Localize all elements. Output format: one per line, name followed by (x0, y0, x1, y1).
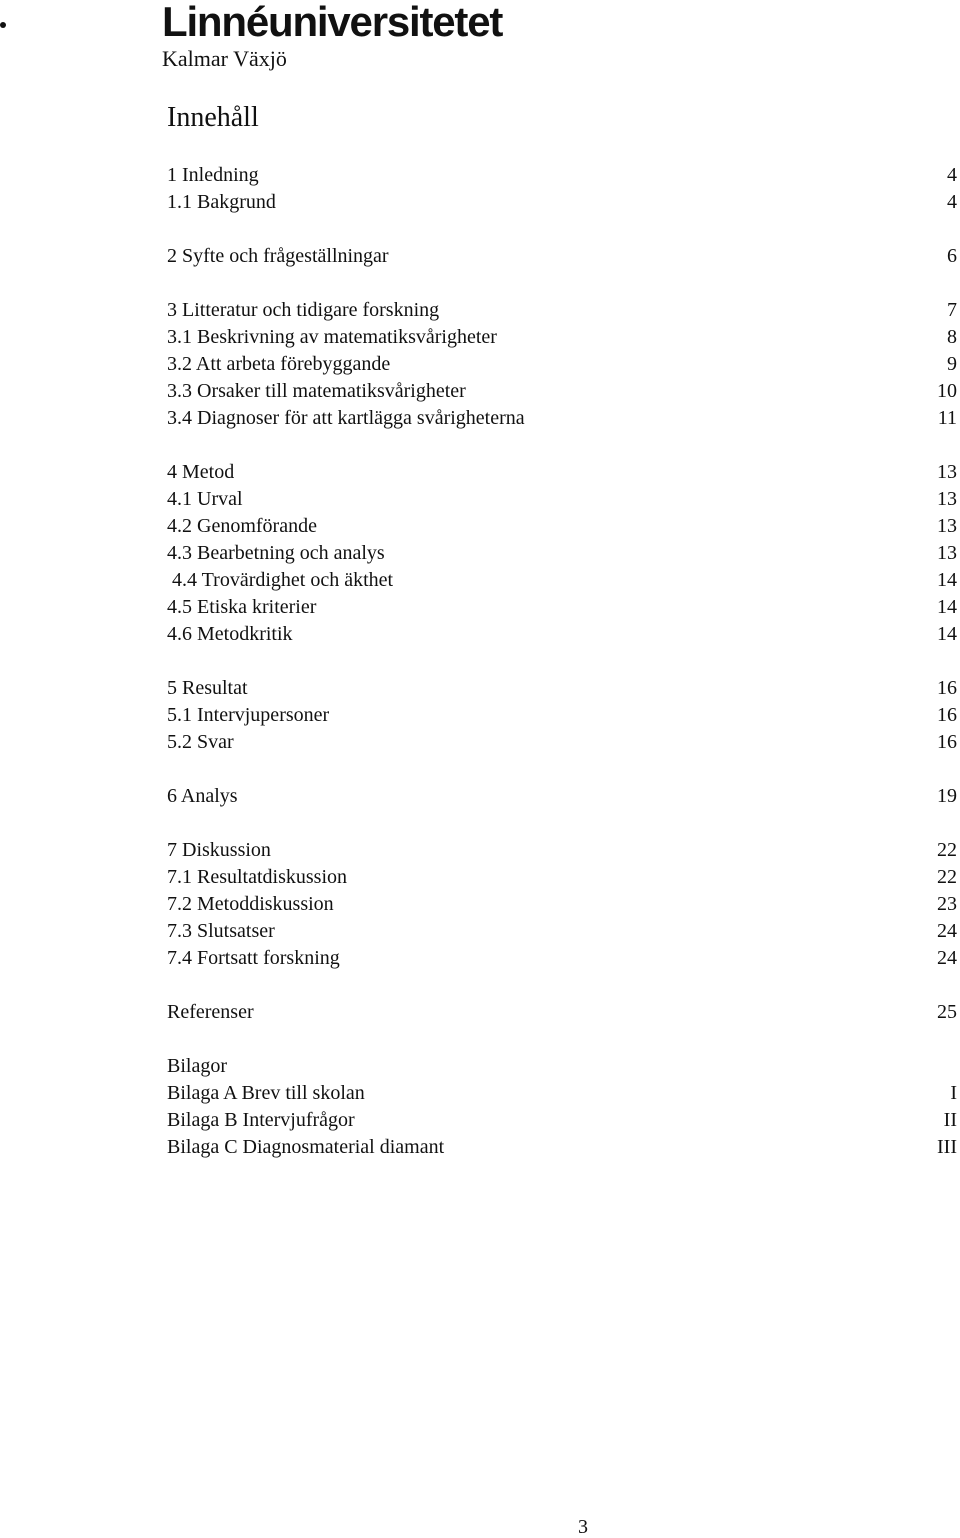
toc-group (167, 162, 957, 216)
toc-entry (167, 729, 957, 756)
toc-entry-label: 4 Metod (167, 461, 235, 483)
toc-entry-label: 4.2 Genomförande (167, 515, 317, 537)
toc-entry (167, 162, 957, 189)
toc-entry-label: 4.4 Trovärdighet och äkthet (167, 569, 394, 591)
toc-entry-label: 3.3 Orsaker till matematiksvårigheter (167, 380, 466, 402)
toc-entry (167, 594, 957, 621)
toc-entry (167, 405, 957, 432)
toc-entry-page: 13 (937, 542, 957, 564)
toc-entry-label: 4.1 Urval (167, 488, 243, 510)
toc-entry (167, 702, 957, 729)
toc-entry (167, 999, 957, 1026)
toc-group (167, 783, 957, 810)
toc-entry-label: 1.1 Bakgrund (167, 191, 276, 213)
toc-group (167, 675, 957, 756)
toc-entry-page: 11 (937, 407, 957, 429)
toc-entry-label: 3.1 Beskrivning av matematiksvårigheter (167, 326, 497, 348)
university-logo (162, 0, 502, 73)
toc-group (167, 297, 957, 432)
toc-entry-page: 6 (947, 245, 957, 267)
toc-entry (167, 351, 957, 378)
toc-entry-page: 13 (937, 515, 957, 537)
toc-entry-page: III (937, 1136, 957, 1158)
toc-entry-page: 16 (937, 731, 957, 753)
toc-group (167, 999, 957, 1026)
toc-entry-label: 1 Inledning (167, 164, 259, 186)
toc-entry (167, 513, 957, 540)
toc-entry (167, 324, 957, 351)
toc-entry-label: 7 Diskussion (167, 839, 271, 861)
toc-entry-label: 4.6 Metodkritik (167, 623, 293, 645)
toc-entry (167, 378, 957, 405)
toc-entry (167, 1053, 957, 1080)
toc-entry-label: 5.1 Intervjupersoner (167, 704, 330, 726)
toc-entry-label: Referenser (167, 1001, 254, 1023)
toc-entry-label: 7.2 Metoddiskussion (167, 893, 334, 915)
toc-entry (167, 567, 957, 594)
toc-entry-label: 7.4 Fortsatt forskning (167, 947, 340, 969)
toc-title: Innehåll (167, 102, 259, 133)
toc-entry-page: 13 (937, 488, 957, 510)
toc-entry-page: 7 (947, 299, 957, 321)
toc-entry-label: 3.4 Diagnoser för att kartlägga svårigheterna (167, 407, 525, 429)
toc-entry (167, 1107, 957, 1134)
page-number: 3 (578, 1516, 588, 1538)
toc-entry-label: Bilaga B Intervjufrågor (167, 1109, 355, 1131)
toc-entry (167, 891, 957, 918)
toc-entry (167, 1134, 957, 1161)
toc-entry-label: Bilaga A Brev till skolan (167, 1082, 365, 1104)
toc-entry-page: 4 (947, 164, 957, 186)
table-of-contents (167, 162, 957, 1188)
logo-subtitle: Kalmar Växjö (162, 46, 287, 71)
toc-entry-label: 7.3 Slutsatser (167, 920, 275, 942)
toc-entry (167, 918, 957, 945)
toc-entry-label: 2 Syfte och frågeställningar (167, 245, 389, 267)
toc-entry (167, 297, 957, 324)
toc-entry (167, 1080, 957, 1107)
toc-entry-label: Bilaga C Diagnosmaterial diamant (167, 1136, 445, 1158)
toc-group (167, 837, 957, 972)
toc-entry (167, 675, 957, 702)
toc-entry-label: 3 Litteratur och tidigare forskning (167, 299, 440, 321)
toc-entry-page: 19 (937, 785, 957, 807)
toc-group (167, 1053, 957, 1161)
toc-entry-page: 16 (937, 677, 957, 699)
toc-entry (167, 243, 957, 270)
toc-entry (167, 540, 957, 567)
toc-entry-label: 6 Analys (167, 785, 238, 807)
toc-entry-label: 5.2 Svar (167, 731, 234, 753)
toc-entry-page: 23 (937, 893, 957, 915)
toc-entry-page: I (950, 1082, 957, 1104)
toc-entry-page: 4 (947, 191, 957, 213)
toc-entry-label: 3.2 Att arbeta förebyggande (167, 353, 391, 375)
toc-entry-page: 16 (937, 704, 957, 726)
corner-dot (0, 22, 6, 28)
toc-entry-page: 9 (947, 353, 957, 375)
toc-entry (167, 486, 957, 513)
toc-entry-page: 14 (937, 596, 957, 618)
toc-entry (167, 945, 957, 972)
toc-entry (167, 459, 957, 486)
toc-entry-page: 22 (937, 839, 957, 861)
toc-entry-label: 7.1 Resultatdiskussion (167, 866, 348, 888)
toc-entry-label: 4.5 Etiska kriterier (167, 596, 317, 618)
toc-entry (167, 783, 957, 810)
toc-entry-page: 14 (937, 623, 957, 645)
toc-entry-page: 24 (937, 947, 957, 969)
toc-entry-label: 4.3 Bearbetning och analys (167, 542, 385, 564)
toc-entry-page: 14 (937, 569, 957, 591)
toc-entry-page: 13 (937, 461, 957, 483)
toc-group (167, 459, 957, 648)
toc-entry (167, 837, 957, 864)
logo-name: Linnéuniversitetet (162, 0, 503, 45)
toc-entry-label: 5 Resultat (167, 677, 248, 699)
toc-entry-page: 24 (937, 920, 957, 942)
toc-entry (167, 189, 957, 216)
toc-entry-label: Bilagor (167, 1055, 227, 1077)
toc-entry-page: 25 (937, 1001, 957, 1023)
toc-entry (167, 864, 957, 891)
toc-entry-page: II (943, 1109, 957, 1131)
toc-entry-page: 8 (947, 326, 957, 348)
toc-entry-page: 10 (937, 380, 957, 402)
toc-entry-page: 22 (937, 866, 957, 888)
toc-entry (167, 621, 957, 648)
toc-group (167, 243, 957, 270)
